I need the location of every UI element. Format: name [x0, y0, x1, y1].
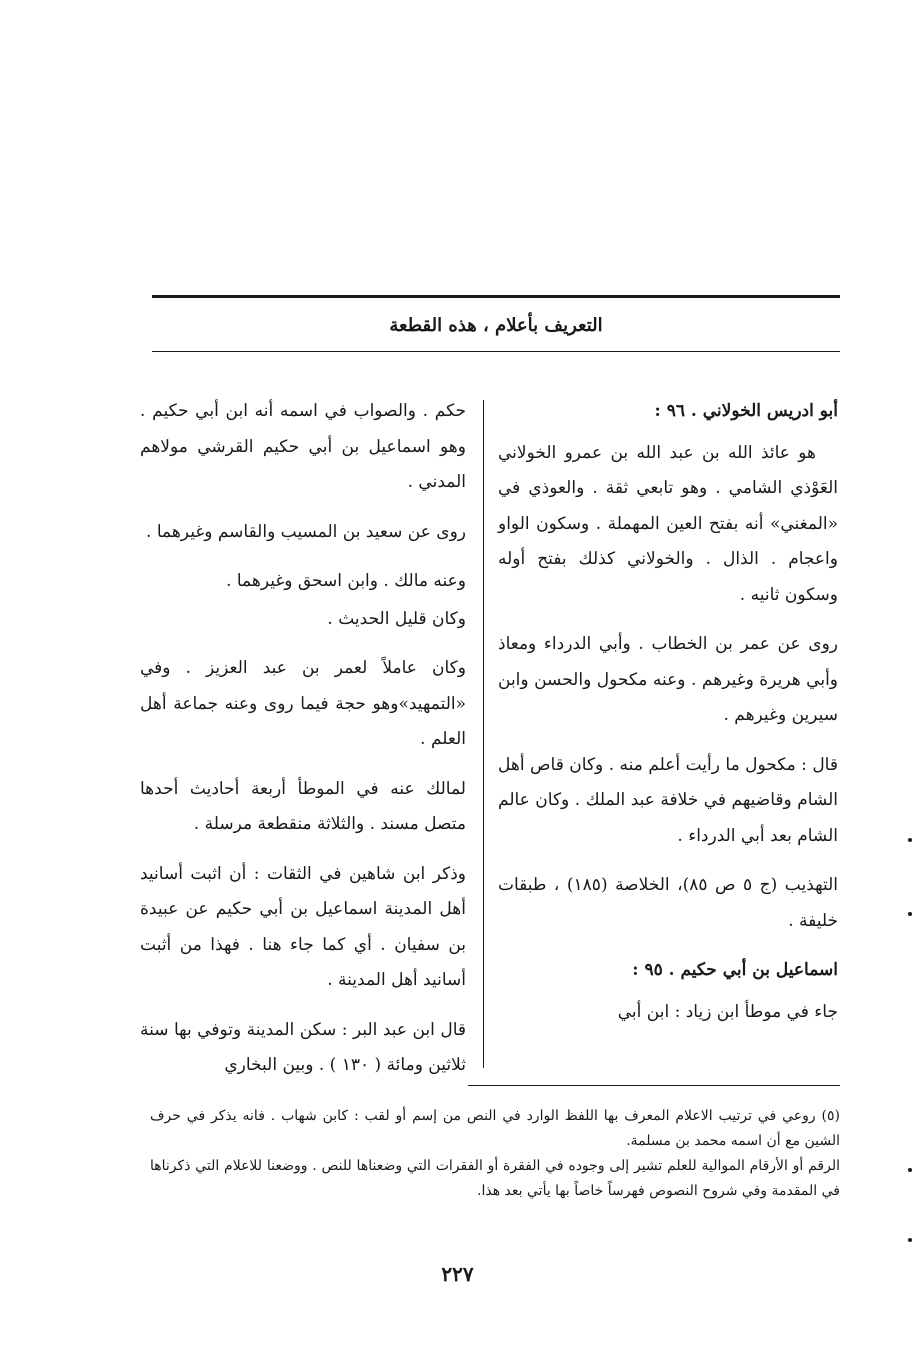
paragraph [498, 436, 838, 614]
paragraph: روى عن سعيد بن المسيب والقاسم وغيرهما . [146, 521, 466, 542]
right-column [498, 394, 838, 1044]
footnote: (٥) روعي في ترتيب الاعلام المعرف بها اللفظ الوارد في النص من إسم أو لقب : كابن شهاب . فانه يذكر في حرف الشين مع أن اسمه محمد بن مسلمة. [150, 1108, 840, 1149]
column-divider [483, 400, 484, 1068]
heading-rule [152, 351, 840, 352]
left-column [140, 394, 466, 1098]
scan-speck [908, 1168, 912, 1172]
footnote: الرقم أو الأرقام الموالية للعلم تشير إلى وجوده في الفقرة أو الفقرات التي وضعناها للنص . ووضعنا للاعلام التي ذكرناها في المقدمة وفي شروح النصوص فهرساً خاصاً بها يأتي بعد هذا. [150, 1158, 840, 1199]
paragraph: روى عن عمر بن الخطاب . وأبي الدرداء ومعاذ وأبي هريرة وغيرهم . وعنه مكحول والحسن وابن سيرين وغيرهم . [498, 634, 838, 725]
scan-speck [908, 912, 912, 916]
entry-title-abu-idris: أبو ادريس الخولاني . ٩٦ : [654, 401, 838, 421]
paragraph: وكان عاملاً لعمر بن عبد العزيز . وفي «التمهيد»وهو حجة فيما روى وعنه جماعة أهل العلم . [140, 658, 466, 749]
scan-speck [908, 1238, 912, 1242]
paragraph: التهذيب (ج ٥ ص ٨٥)، الخلاصة (١٨٥) ، طبقات خليفة . [498, 875, 838, 931]
paragraph: لمالك عنه في الموطأ أربعة أحاديث أحدها متصل مسند . والثلاثة منقطعة مرسلة . [140, 778, 466, 834]
scan-speck [908, 838, 912, 842]
page-heading: التعريف بأعلام ، هذه القطعة [389, 315, 603, 336]
entry-title-ismail: اسماعيل بن أبي حكيم . ٩٥ : [632, 960, 838, 980]
top-rule [152, 295, 840, 298]
paragraph: وعنه مالك . وابن اسحق وغيرهما . [226, 571, 466, 591]
paragraph: قال : مكحول ما رأيت أعلم منه . وكان قاص أهل الشام وقاضيهم في خلافة عبد الملك . وكان عالم الشام بعد أبي الدرداء . [498, 754, 838, 846]
paragraph: وكان قليل الحديث . [327, 608, 466, 629]
footnotes [150, 1104, 840, 1204]
paragraph: وذكر ابن شاهين في الثقات : أن اثبت أسانيد أهل المدينة اسماعيل بن أبي حكيم عن عبيدة بن سفيان . أي كما جاء هنا . فهذا من أثبت أسانيد أهل المدينة . [140, 863, 466, 990]
paragraph: جاء في موطأ ابن زياد : ابن أبي [617, 1001, 838, 1022]
paragraph: حكم . والصواب في اسمه أنه ابن أبي حكيم . وهو اسماعيل بن أبي حكيم القرشي مولاهم المدني . [140, 401, 466, 492]
paragraph: قال ابن عبد البر : سكن المدينة وتوفي بها سنة ثلاثين ومائة ( ١٣٠ ) . وبين البخاري [140, 1019, 466, 1075]
paragraph-text: هو عائذ الله بن عبد الله بن عمرو الخولاني العَوْذي الشامي . وهو تابعي ثقة . والعوذي في «المغني» أنه بفتح العين المهملة . وسكون الواو واعجام . الذال . والخولاني كذلك بفتح أوله وسكون ثانيه . [498, 442, 838, 605]
footnote-rule [468, 1085, 840, 1086]
page-number: ٢٢٧ [441, 1262, 474, 1286]
